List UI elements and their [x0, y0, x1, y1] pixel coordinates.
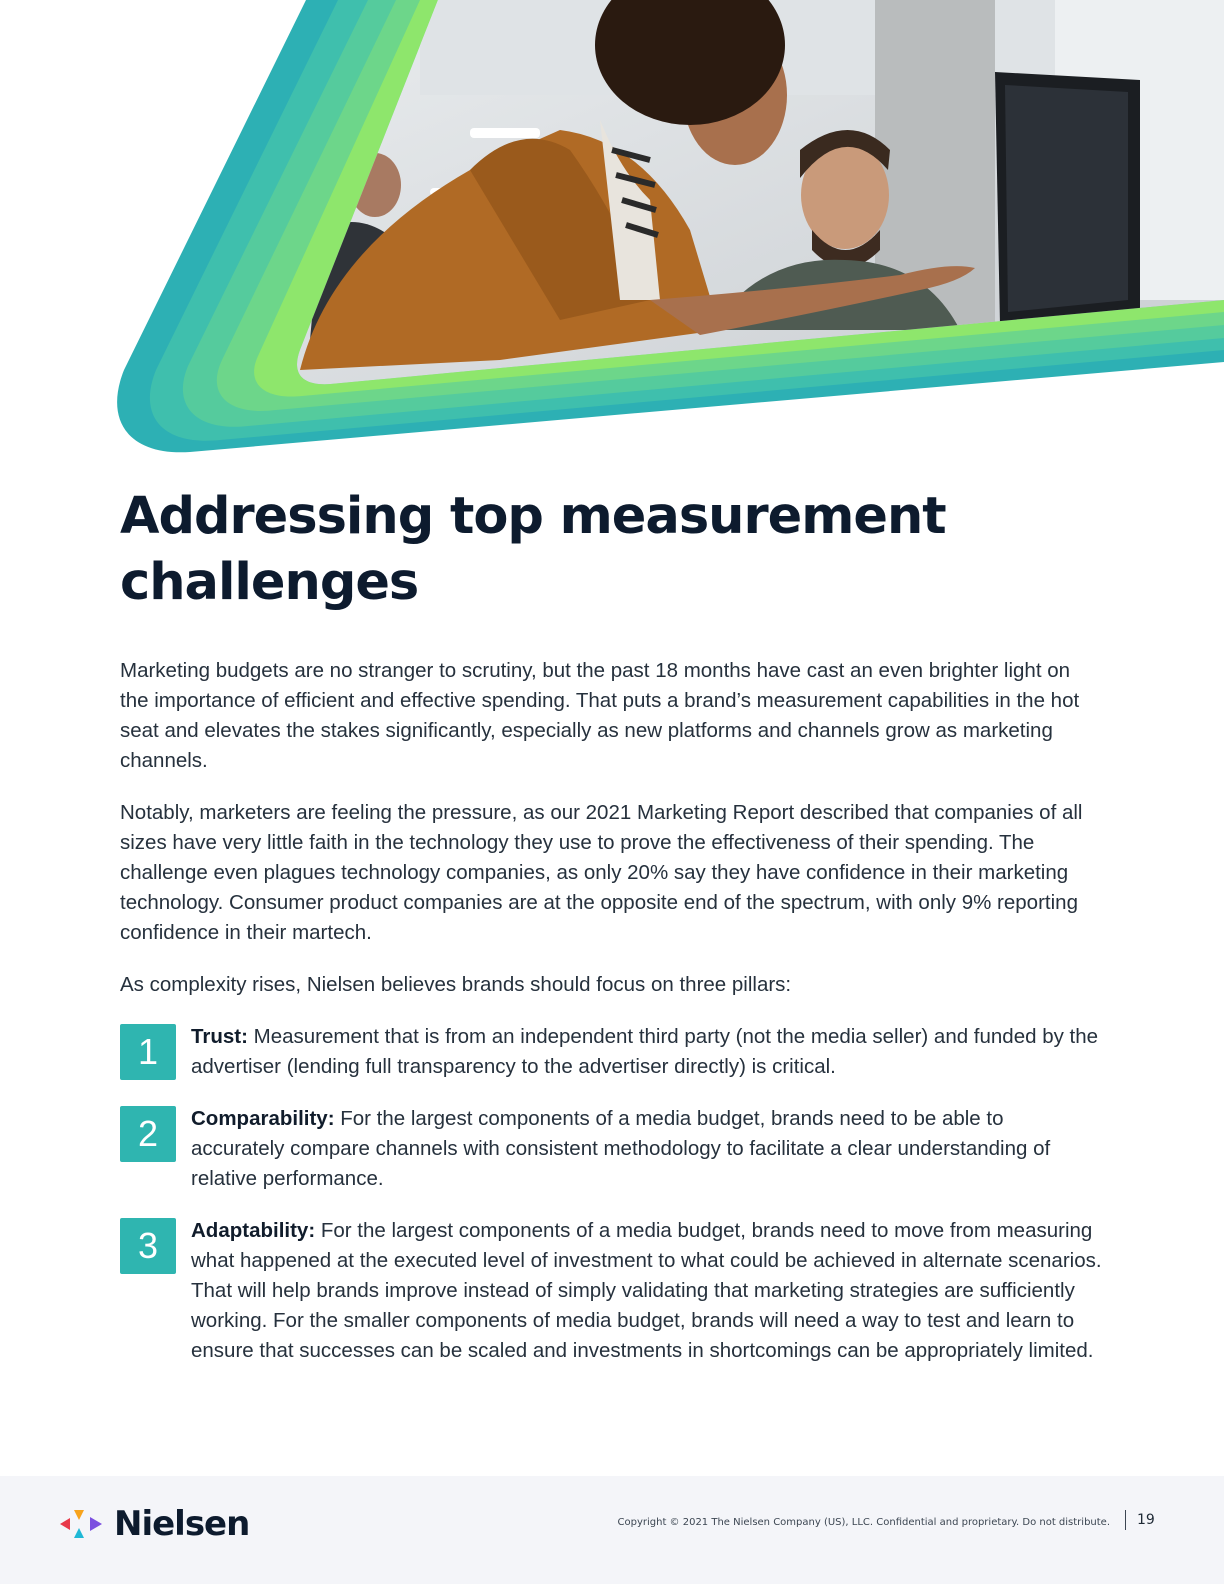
pillars-intro: As complexity rises, Nielsen believes brands should focus on three pillars:	[120, 973, 792, 996]
page-footer	[0, 1476, 1224, 1584]
logo-wordmark: Nielsen	[114, 1504, 250, 1544]
pillar-description: For the largest components of a media budget, brands need to be able to accurately compare channels with consistent methodology to facilitate a clear understanding of relative performance.	[191, 1107, 1051, 1190]
pillar-text	[191, 1104, 1102, 1194]
pillar-description: Measurement that is from an independent third party (not the media seller) and funded by the advertiser (lending full transparency to the advertiser directly) is critical.	[191, 1025, 1099, 1078]
pillar-description: For the largest components of a media budget, brands need to move from measuring what happened at the executed level of investment to what could be achieved in alternate scenarios. That will help brands improve instead of simply validating that marketing strategies are sufficiently working. For the smaller components of media budget, brands will need a way to test and learn to ensure that successes can be scaled and investments in shortcomings can be appropriately limited.	[191, 1219, 1102, 1362]
pillar-text	[191, 1022, 1102, 1082]
pillar-number-badge: 3	[120, 1218, 176, 1274]
page-number: 19	[1137, 1512, 1155, 1528]
pillar-number-badge: 2	[120, 1106, 176, 1162]
pillar-heading: Comparability:	[191, 1107, 335, 1130]
pillar-item-trust	[120, 1022, 1102, 1082]
copyright-notice: Copyright © 2021 The Nielsen Company (US), LLC. Confidential and proprietary. Do not distribute.	[617, 1517, 1110, 1528]
pressure-paragraph: Notably, marketers are feeling the pressure, as our 2021 Marketing Report described that companies of all sizes have very little faith in the technology they use to prove the effectiveness of their spending. The challenge even plagues technology companies, as only 20% say they have confidence in their marketing technology. Consumer product companies are at the opposite end of the spectrum, with only 9% reporting confidence in their martech.	[120, 801, 1083, 944]
pillar-item-comparability	[120, 1104, 1102, 1194]
pillar-heading: Adaptability:	[191, 1219, 316, 1242]
footer-divider	[1125, 1510, 1126, 1530]
nielsen-logo	[56, 1504, 249, 1544]
nielsen-logo-icon	[56, 1506, 106, 1542]
hero-image	[0, 0, 1224, 460]
page-title: Addressing top measurement challenges	[120, 487, 946, 612]
body-content	[120, 656, 1102, 1388]
pillar-item-adaptability	[120, 1216, 1102, 1366]
pillar-number-badge: 1	[120, 1024, 176, 1080]
intro-paragraph: Marketing budgets are no stranger to scrutiny, but the past 18 months have cast an even brighter light on the importance of efficient and effective spending. That puts a brand’s measurement capabilities in the hot seat and elevates the stakes significantly, especially as new platforms and channels grow as marketing channels.	[120, 659, 1080, 772]
pillar-heading: Trust:	[191, 1025, 248, 1048]
pillar-text	[191, 1216, 1102, 1366]
hero-photo-graphic	[0, 0, 1224, 460]
